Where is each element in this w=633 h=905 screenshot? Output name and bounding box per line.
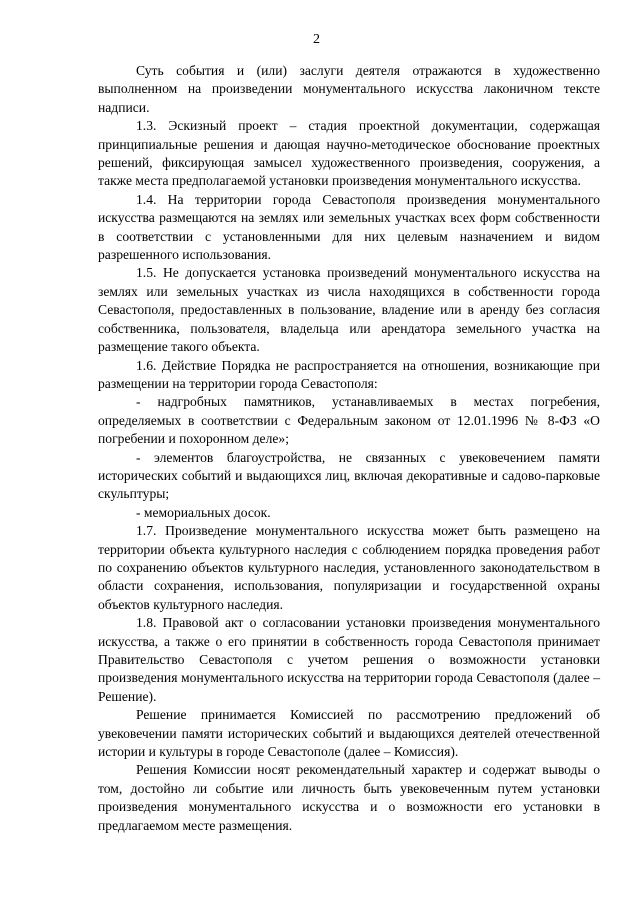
paragraph-1-3-sketch-project: 1.3. Эскизный проект – стадия проектной документации, содержащая принципиальные решения и дающая научно-методическое обоснование проектных решений, фиксирующая замысел художественного произведения, сооружения, а также места предполагаемой установки произведения монументального искусства. [98,118,600,189]
paragraph-commission-recommendations: Решения Комиссии носят рекомендательный характер и содержат выводы о том, достойно ли событие или личность быть увековеченным путем установки произведения монументального искусства и о возможности его установки в предлагаемом месте размещения. [98,762,600,833]
page-number: 2 [313,32,320,47]
paragraph-essence-of-event: Суть события и (или) заслуги деятеля отражаются в художественно выполненном на произведении монументального искусства лаконичном тексте надписи. [98,63,600,115]
paragraph-1-5-restriction: 1.5. Не допускается установка произведений монументального искусства на землях или земельных участках из числа находящихся в собственности города Севастополя, предоставленных в пользование, владение или в аренду без согласия собственника, пользователя, владельца или арендатора земельного участка на размещение такого объекта. [98,265,600,355]
document-body [98,62,600,835]
list-item-gravestones: - надгробных памятников, устанавливаемых в местах погребения, определяемых в соответствии с Федеральным законом от 12.01.1996 № 8-ФЗ «О погребении и похоронном деле»; [98,394,600,447]
paragraph-1-8-legal-act: 1.8. Правовой акт о согласовании установки произведения монументального искусства, а также о его принятии в собственность города Севастополя принимает Правительство Севастополя с учетом решения о возможности установки произведения монументального искусства на территории города Севастополя (далее – Решение). [98,615,600,704]
list-item-landscaping: - элементов благоустройства, не связанных с увековечением памяти исторических событий и выдающихся лиц, включая декоративные и садово-парковые скульптуры; [98,449,600,502]
paragraph-1-6-scope: 1.6. Действие Порядка не распространяется на отношения, возникающие при размещении на территории города Севастополя: [98,357,600,391]
paragraph-1-7-heritage-site: 1.7. Произведение монументального искусства может быть размещено на территории объекта культурного наследия с соблюдением порядка проведения работ по сохранению объектов культурного наследия, установленного законодательством в области сохранения, использования, популяризации и государственной охраны объектов культурного наследия. [98,523,600,612]
paragraph-1-4-placement: 1.4. На территории города Севастополя произведения монументального искусства размещаются на землях или земельных участках всех форм собственности в соответствии с установленными для них целевым назначением и видом разрешенного использования. [98,191,600,263]
paragraph-commission-decision: Решение принимается Комиссией по рассмотрению предложений об увековечении памяти исторических событий и выдающихся деятелей отечественной истории и культуры в городе Севастополе (далее – Комиссия). [98,707,600,760]
list-item-memorial-plaques: - мемориальных досок. [136,504,271,520]
